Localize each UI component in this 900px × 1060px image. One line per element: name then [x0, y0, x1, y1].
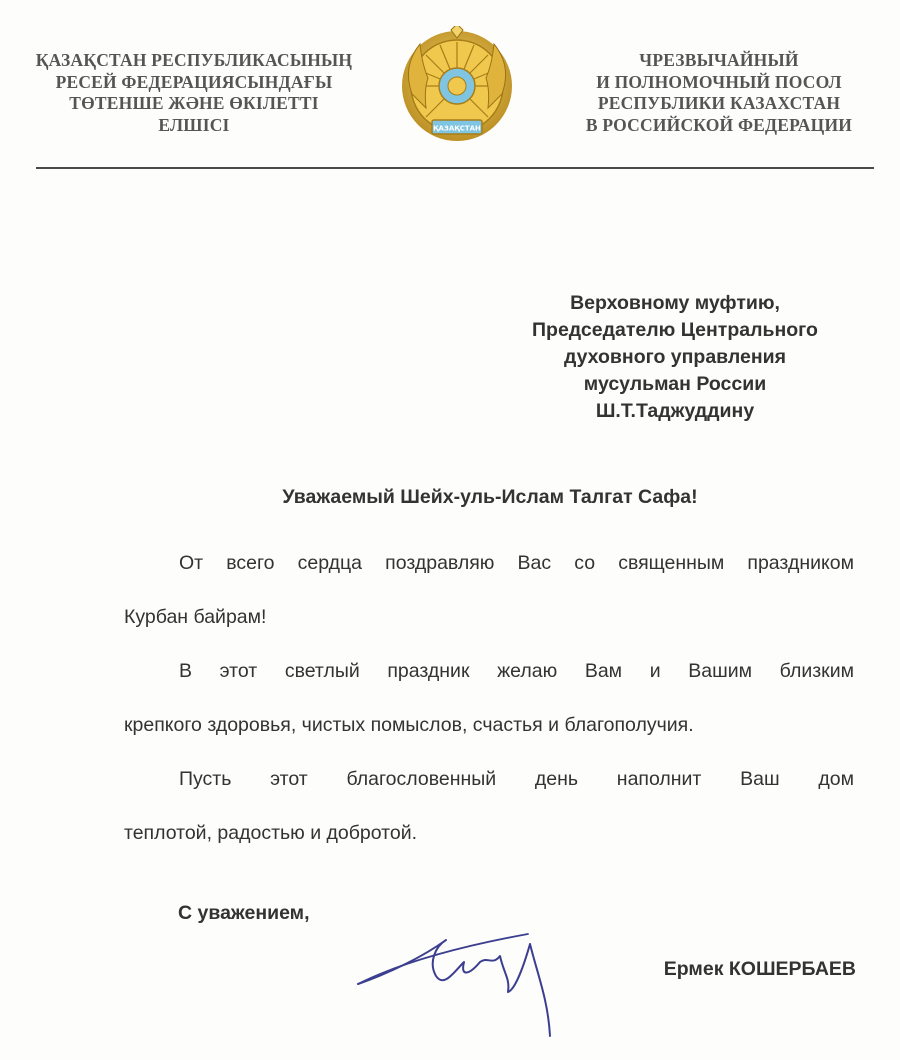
letterhead-kazakh-line: ҚАЗАҚСТАН РЕСПУБЛИКАСЫНЫҢ: [35, 50, 353, 70]
addressee-line: духовного управления: [563, 346, 787, 368]
closing-phrase: С уважением,: [178, 902, 310, 924]
paragraph-2-line-1: В этот светлый праздник желаю Вам и Вашим близким: [179, 660, 854, 682]
addressee-line: мусульман России: [583, 373, 767, 395]
paragraph-3-line-2: теплотой, радостью и добротой.: [124, 822, 418, 844]
letterhead-kazakh: [20, 50, 368, 136]
letterhead-kazakh-line: ЕЛШІСІ: [158, 114, 230, 135]
addressee-line: Верховному муфтию,: [570, 292, 780, 314]
letterhead-russian-line: РЕСПУБЛИКИ КАЗАХСТАН: [597, 93, 841, 113]
paragraph-1-line-1: От всего сердца поздравляю Вас со священным праздником: [179, 552, 854, 574]
letterhead-kazakh-line: ТӨТЕНШЕ ЖӘНЕ ӨКІЛЕТТІ: [69, 93, 319, 113]
emblem-text: ҚАЗАҚСТАН: [433, 124, 481, 133]
letterhead-russian-line: В РОССИЙСКОЙ ФЕДЕРАЦИИ: [585, 114, 853, 135]
letterhead-russian-line: ЧРЕЗВЫЧАЙНЫЙ: [639, 50, 799, 70]
signer-name: Ермек КОШЕРБАЕВ: [663, 958, 856, 980]
paragraph-2-line-2: крепкого здоровья, чистых помыслов, счастья и благополучия.: [124, 714, 694, 736]
letterhead-kazakh-line: РЕСЕЙ ФЕДЕРАЦИЯСЫНДАҒЫ: [55, 71, 333, 92]
paragraph-3-line-1: Пусть этот благословенный день наполнит Ваш дом: [179, 768, 854, 790]
letterhead-divider: [36, 167, 874, 169]
letterhead-russian: [560, 50, 878, 136]
addressee-block: [480, 290, 870, 425]
addressee-name: Ш.Т.Таджуддину: [595, 400, 755, 422]
paragraph-1-line-2: Курбан байрам!: [124, 606, 267, 628]
handwritten-signature: [352, 932, 562, 1042]
letterhead-russian-line: И ПОЛНОМОЧНЫЙ ПОСОЛ: [596, 71, 842, 92]
addressee-line: Председателю Центрального: [532, 319, 818, 341]
salutation: Уважаемый Шейх-уль-Ислам Талгат Сафа!: [282, 486, 698, 508]
kazakhstan-emblem-icon: [398, 26, 516, 146]
